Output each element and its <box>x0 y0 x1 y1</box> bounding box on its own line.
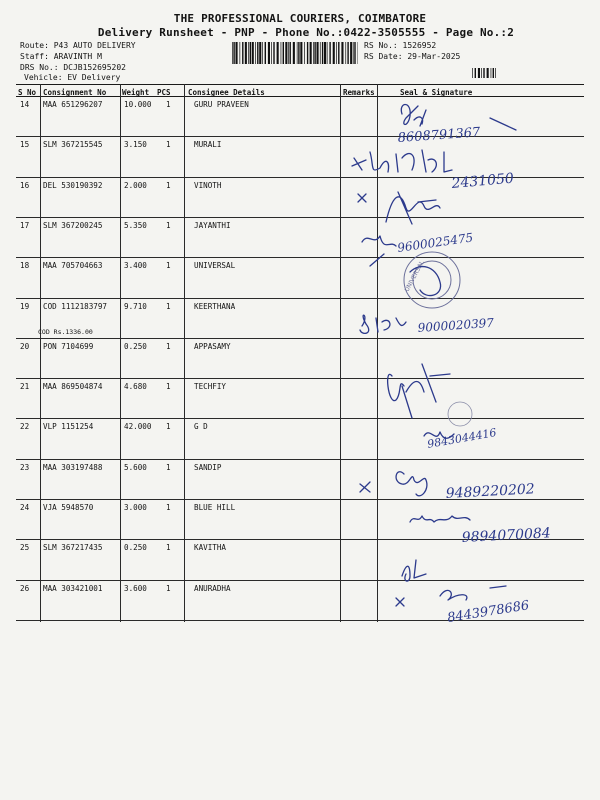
cell-consignee: KEERTHANA <box>194 301 236 311</box>
cell-consignee: MURALI <box>194 140 222 150</box>
cell-consignment-no: SLM 367215545 <box>43 140 103 150</box>
cell-sno: 24 <box>20 503 30 512</box>
cell-sno: 26 <box>20 583 30 593</box>
cell-weight: 4.680 <box>124 382 147 392</box>
cell-consignment-no: VLP 1151254 <box>43 422 94 432</box>
cell-consignment-no: PON 7104699 <box>43 341 94 351</box>
drs-number: DRS No.: DCJB152695202 <box>20 63 126 72</box>
barcode-bar <box>257 42 258 64</box>
barcode-bar <box>300 42 302 64</box>
cell-weight: 5.600 <box>124 462 147 472</box>
barcode-bar <box>493 68 494 78</box>
barcode-bar <box>314 42 315 64</box>
signature-mark <box>362 236 396 266</box>
barcode-bar <box>290 42 291 64</box>
cell-weight: 3.150 <box>124 140 147 150</box>
cell-weight: 2.000 <box>124 180 147 190</box>
cell-consignee: BLUE HILL <box>194 503 236 512</box>
cell-consignee: KAVITHA <box>194 543 227 553</box>
col-header-pcs: PCS <box>157 88 171 97</box>
cell-pcs: 1 <box>166 140 171 150</box>
barcode-bar <box>320 42 321 64</box>
cell-sno: 14 <box>20 100 30 109</box>
cell-consignee: GURU PRAVEEN <box>194 100 249 109</box>
barcode-bar <box>250 42 251 64</box>
cell-consignee: G D <box>194 422 208 432</box>
barcode-bar <box>245 42 247 64</box>
cell-consignment-no: SLM 367200245 <box>43 220 103 230</box>
barcode-bar <box>240 42 241 64</box>
staff-label: Staff: ARAVINTH M <box>20 52 102 61</box>
barcode-bar <box>259 42 261 64</box>
barcode-bar <box>353 42 354 64</box>
cell-sno: 19 <box>20 301 30 311</box>
barcode-bar <box>285 42 287 64</box>
signature-mark <box>388 364 450 402</box>
cell-weight: 10.000 <box>124 100 152 109</box>
barcode-bar <box>487 68 489 78</box>
stamp-text: UNIVERSAL <box>403 259 426 293</box>
cell-weight: 9.710 <box>124 301 147 311</box>
barcode-bar <box>341 42 343 64</box>
cell-pcs: 1 <box>166 583 171 593</box>
cell-weight: 42.000 <box>124 422 152 432</box>
barcode-bar <box>317 42 319 64</box>
cell-consignee: APPASAMY <box>194 341 231 351</box>
signature-mark <box>402 560 426 581</box>
barcode-bar <box>336 42 337 64</box>
cell-sno: 21 <box>20 382 30 392</box>
cell-sno: 23 <box>20 462 30 472</box>
barcode-bar <box>288 42 289 64</box>
cell-consignment-no: SLM 367217435 <box>43 543 103 553</box>
barcode-bar <box>310 42 312 64</box>
barcode-bar <box>298 42 299 64</box>
column-divider <box>120 84 121 622</box>
rs-number: RS No.: 1526952 <box>364 41 437 50</box>
barcode-bar <box>481 68 482 78</box>
handwritten-phone: 2431050 <box>450 170 515 192</box>
cell-consignee: SANDIP <box>194 462 222 472</box>
col-header-consignee: Consignee Details <box>188 88 265 97</box>
barcode-bar <box>277 42 279 64</box>
signature-mark <box>352 150 452 172</box>
cell-pcs: 1 <box>166 341 171 351</box>
barcode-bar <box>232 42 233 64</box>
col-header-weight: Weight <box>122 88 150 97</box>
barcode-bar <box>491 68 492 78</box>
barcode-bar <box>283 42 284 64</box>
signature-mark <box>396 472 427 496</box>
cell-pcs: 1 <box>166 261 171 271</box>
barcode-bar <box>252 42 254 64</box>
barcode-bar <box>307 42 308 64</box>
cell-consignment-no: DEL 530190392 <box>43 180 103 190</box>
cell-pcs: 1 <box>166 543 171 553</box>
barcode-icon <box>232 42 358 64</box>
route-label: Route: P43 AUTO DELIVERY <box>20 41 136 50</box>
barcode-bar <box>478 68 480 78</box>
cell-consignee: VINOTH <box>194 180 222 190</box>
signature-mark <box>490 118 516 130</box>
cell-pcs: 1 <box>166 180 171 190</box>
cell-consignment-no: COD 1112183797 <box>43 301 108 311</box>
cell-sno: 20 <box>20 341 30 351</box>
barcode-bar <box>262 42 263 64</box>
cell-pcs: 1 <box>166 382 171 392</box>
vehicle-label: Vehicle: EV Delivery <box>24 73 121 82</box>
handwritten-phone: 9894070084 <box>461 525 552 546</box>
cell-pcs: 1 <box>166 301 171 311</box>
signature-mark <box>440 586 506 600</box>
cell-sno: 16 <box>20 180 30 190</box>
cell-consignee: ANURADHA <box>194 583 231 593</box>
barcode-bar <box>297 42 298 64</box>
signature-mark <box>360 315 406 333</box>
cell-sno: 22 <box>20 422 30 432</box>
barcode-bar <box>293 42 295 64</box>
barcode-bar <box>248 42 249 64</box>
signature-mark <box>401 105 426 127</box>
cell-consignee: UNIVERSAL <box>194 261 236 271</box>
barcode-bar <box>333 42 335 64</box>
cell-consignment-no: MAA 869504874 <box>43 382 103 392</box>
cell-consignment-no: VJA 5948570 <box>43 503 94 512</box>
cod-amount-note: COD Rs.1336.00 <box>38 327 93 336</box>
cross-mark <box>358 194 366 202</box>
faint-stamp <box>448 402 472 426</box>
cell-weight: 5.350 <box>124 220 147 230</box>
col-header-remarks: Remarks <box>343 88 375 97</box>
cell-weight: 0.250 <box>124 543 147 553</box>
barcode-bar <box>327 42 328 64</box>
handwritten-phone: 8443978686 <box>446 598 531 626</box>
barcode-bar <box>233 42 234 64</box>
barcode-bar <box>304 42 305 64</box>
barcode-bar <box>322 42 323 64</box>
col-header-sno: S No <box>18 88 37 97</box>
cell-consignment-no: MAA 651296207 <box>43 100 103 109</box>
cell-weight: 0.250 <box>124 341 147 351</box>
barcode-bar <box>472 68 473 78</box>
cell-pcs: 1 <box>166 462 171 472</box>
barcode-bar <box>495 68 496 78</box>
runsheet-subtitle: Delivery Runsheet - PNP - Phone No.:0422-3505555 - Page No.:2 <box>97 26 515 39</box>
handwritten-phone: 9000020397 <box>417 315 495 335</box>
cross-mark <box>396 598 404 606</box>
column-divider <box>184 84 185 622</box>
small-barcode-icon <box>472 68 496 78</box>
barcode-bar <box>483 68 484 78</box>
barcode-bar <box>242 42 243 64</box>
barcode-bar <box>338 42 339 64</box>
handwritten-phone: 9600025475 <box>396 230 475 255</box>
cell-pcs: 1 <box>166 220 171 230</box>
cell-consignment-no: MAA 303197488 <box>43 462 103 472</box>
cell-consignment-no: MAA 303421001 <box>43 583 103 593</box>
cell-consignment-no: MAA 705704663 <box>43 261 103 271</box>
handwritten-signatures <box>340 96 600 626</box>
barcode-bar <box>350 42 352 64</box>
column-divider <box>40 84 41 622</box>
barcode-bar <box>281 42 282 64</box>
cell-sno: 18 <box>20 261 30 271</box>
barcode-bar <box>255 42 256 64</box>
cell-sno: 25 <box>20 543 30 553</box>
cell-pcs: 1 <box>166 100 171 109</box>
handwritten-phone: 8608791367 <box>397 125 481 146</box>
company-title: THE PROFESSIONAL COURIERS, COIMBATORE <box>173 12 427 25</box>
cell-weight: 3.000 <box>124 503 147 512</box>
cross-mark <box>360 482 370 492</box>
cell-sno: 15 <box>20 140 30 150</box>
barcode-bar <box>268 42 270 64</box>
cell-pcs: 1 <box>166 422 171 432</box>
col-header-seal: Seal & Signature <box>400 88 473 97</box>
cell-pcs: 1 <box>166 503 171 512</box>
barcode-bar <box>324 42 326 64</box>
handwritten-phone: 9843044416 <box>426 425 498 451</box>
signature-mark <box>410 516 470 522</box>
barcode-bar <box>347 42 348 64</box>
barcode-bar <box>265 42 266 64</box>
cell-weight: 3.600 <box>124 583 147 593</box>
cell-sno: 17 <box>20 220 30 230</box>
barcode-bar <box>475 68 476 78</box>
cell-weight: 3.400 <box>124 261 147 271</box>
table-top-border <box>16 84 584 85</box>
barcode-bar <box>273 42 274 64</box>
barcode-bar <box>271 42 272 64</box>
col-header-consignment: Consignment No <box>43 88 107 97</box>
rs-date: RS Date: 29-Mar-2025 <box>364 52 461 61</box>
barcode-bar <box>345 42 346 64</box>
signature-mark <box>386 192 440 224</box>
handwritten-phone: 9489220202 <box>445 481 536 502</box>
barcode-bar <box>313 42 314 64</box>
barcode-bar <box>354 42 355 64</box>
cell-consignee: TECHFIY <box>194 382 227 392</box>
barcode-bar <box>236 42 238 64</box>
company-seal-stamp <box>404 252 460 308</box>
cell-consignee: JAYANTHI <box>194 220 231 230</box>
barcode-bar <box>329 42 330 64</box>
